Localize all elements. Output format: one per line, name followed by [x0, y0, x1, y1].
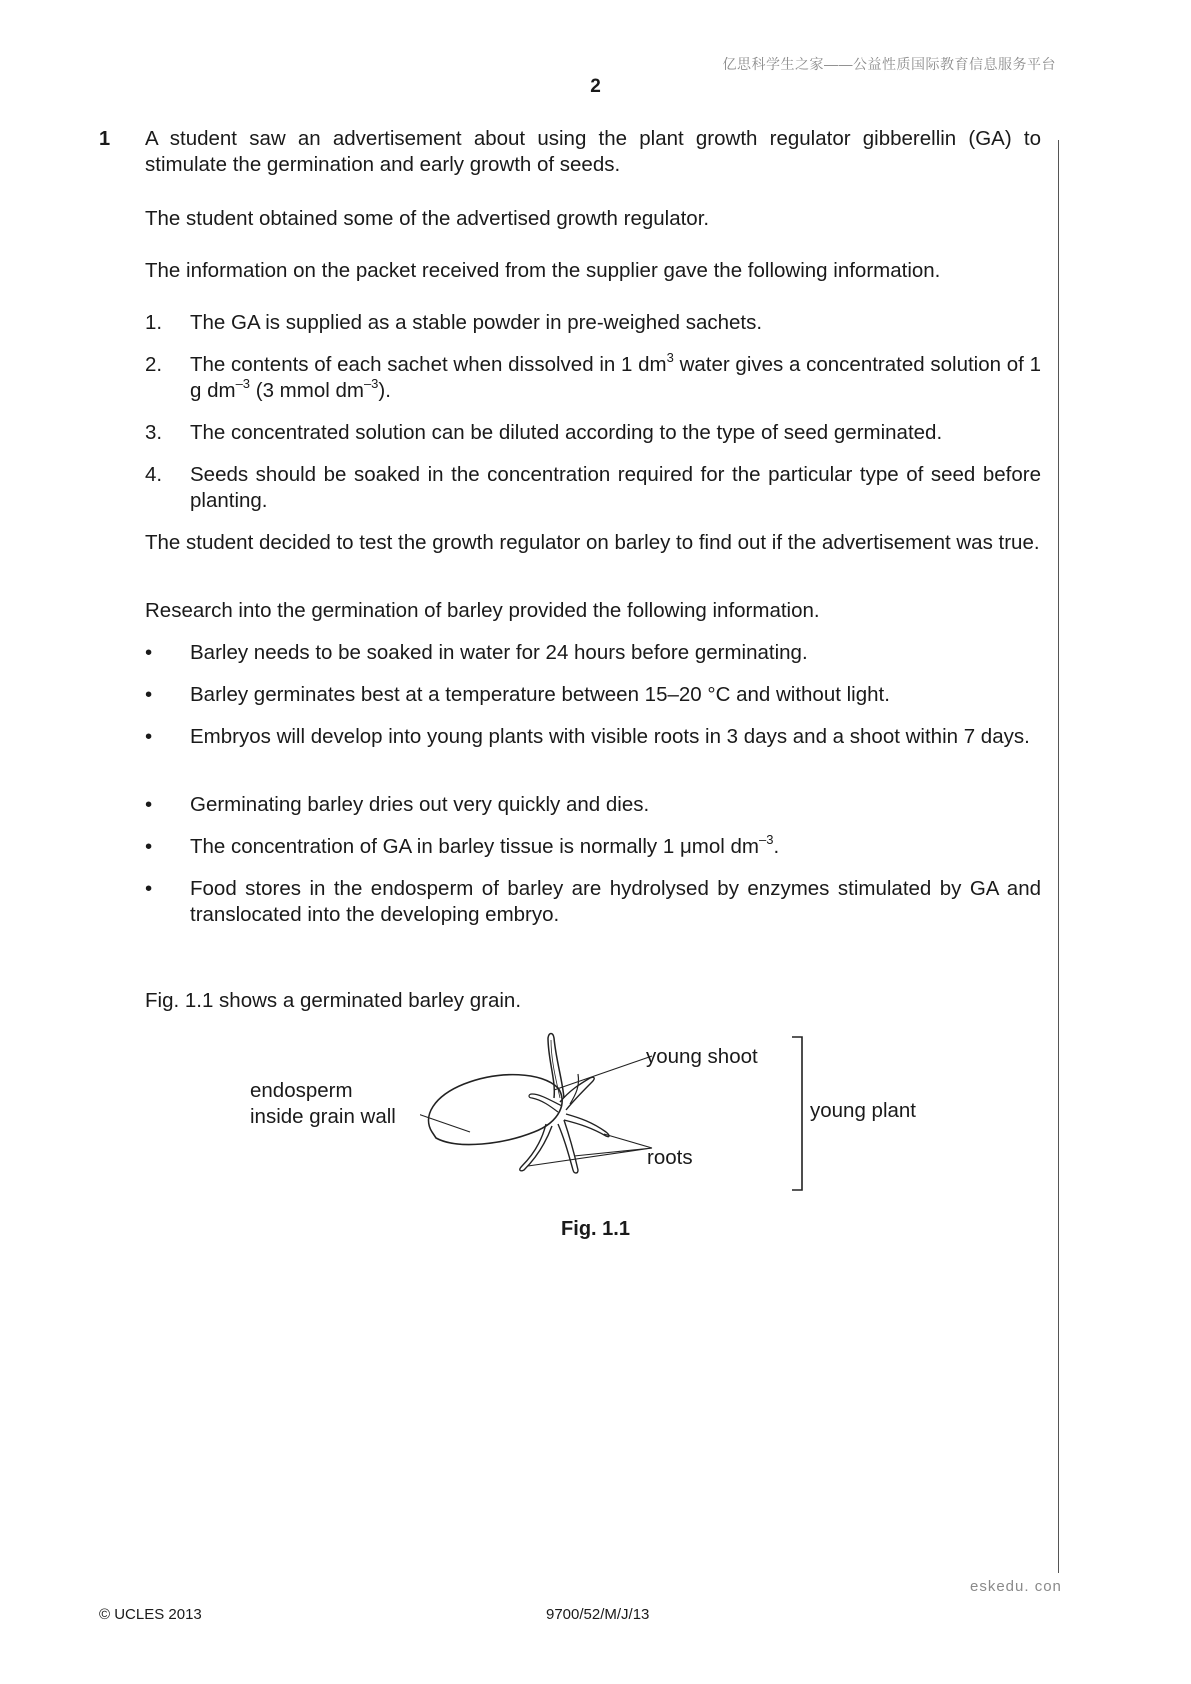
- bullet-text: Barley germinates best at a temperature between 15–20 °C and without light.: [190, 683, 890, 706]
- bullet-text: The concentration of GA in barley tissue is normally 1 μmol $dm^{-3}$.: [190, 832, 780, 858]
- paper-code: 9700/52/M/J/13: [546, 1606, 650, 1623]
- endosperm-label: [250, 1078, 396, 1130]
- question-number: 1: [99, 128, 111, 150]
- figure-caption: Fig. 1.1: [561, 1218, 630, 1240]
- young-shoot-label: young shoot: [646, 1045, 758, 1068]
- shoot-leader: [554, 1056, 652, 1090]
- item-text: The concentrated solution can be diluted according to the type of seed germinated.: [190, 421, 943, 444]
- roots-label: roots: [647, 1146, 693, 1169]
- bullet-marker: •: [145, 877, 153, 900]
- decided-paragraph: The student decided to test the growth regulator on barley to find out if the advertisement was true.: [145, 531, 1040, 554]
- endosperm-leader: [420, 1098, 470, 1132]
- root: [558, 1120, 578, 1173]
- bullet-marker: •: [145, 683, 153, 706]
- margin-line: [1058, 140, 1059, 1573]
- item-text: The contents of each sachet when dissolved in 1 $dm^3$ water gives a concentrated solution of 1 g $dm^{-3}$ (3 mmol $dm^{-3}$).: [190, 350, 1041, 402]
- item-text: The GA is supplied as a stable powder in pre-weighed sachets.: [190, 311, 763, 334]
- figure-intro: Fig. 1.1 shows a germinated barley grain.: [145, 989, 522, 1012]
- question-intro: A student saw an advertisement about using the plant growth regulator gibberellin (GA) to stimulate the germination and early growth of seeds.: [145, 127, 1041, 176]
- item-marker: 3.: [145, 421, 163, 444]
- research-paragraph: Research into the germination of barley provided the following information.: [145, 599, 820, 622]
- item-marker: 2.: [145, 353, 163, 376]
- roots-leader: [528, 1148, 652, 1166]
- item-marker: 1.: [145, 311, 163, 334]
- footer-watermark: eskedu. con: [970, 1578, 1062, 1595]
- copyright-text: © UCLES 2013: [99, 1606, 202, 1623]
- bullet-text: Embryos will develop into young plants with visible roots in 3 days and a shoot within 7 days.: [190, 725, 1030, 748]
- barley-grain-diagram: [420, 1020, 820, 1200]
- young-shoot: [548, 1034, 564, 1099]
- bullet-marker: •: [145, 835, 153, 858]
- item-text: Seeds should be soaked in the concentration required for the particular type of seed before planting.: [190, 463, 1041, 512]
- page-number: 2: [590, 76, 601, 97]
- bullet-marker: •: [145, 793, 153, 816]
- packet-info-paragraph: The information on the packet received from the supplier gave the following information.: [145, 259, 941, 282]
- roots-leader: [574, 1148, 652, 1156]
- bullet-marker: •: [145, 641, 153, 664]
- young-plant-label: young plant: [810, 1099, 917, 1122]
- root: [529, 1094, 562, 1112]
- bullet-text: Food stores in the endosperm of barley are hydrolysed by enzymes stimulated by GA and translocated into the developing embryo.: [190, 877, 1041, 926]
- bullet-marker: •: [145, 725, 153, 748]
- bullet-text: Barley needs to be soaked in water for 24 hours before germinating.: [190, 641, 808, 664]
- bullet-text: Germinating barley dries out very quickly and dies.: [190, 793, 650, 816]
- roots-leader: [604, 1134, 652, 1148]
- root: [564, 1114, 609, 1137]
- header-watermark: 亿思科学生之家——公益性质国际教育信息服务平台: [722, 56, 1056, 72]
- endosperm-label-line2: inside grain wall: [250, 1105, 396, 1128]
- obtained-paragraph: The student obtained some of the advertised growth regulator.: [145, 207, 710, 230]
- endosperm-label-line1: endosperm: [250, 1079, 353, 1102]
- item-marker: 4.: [145, 463, 163, 486]
